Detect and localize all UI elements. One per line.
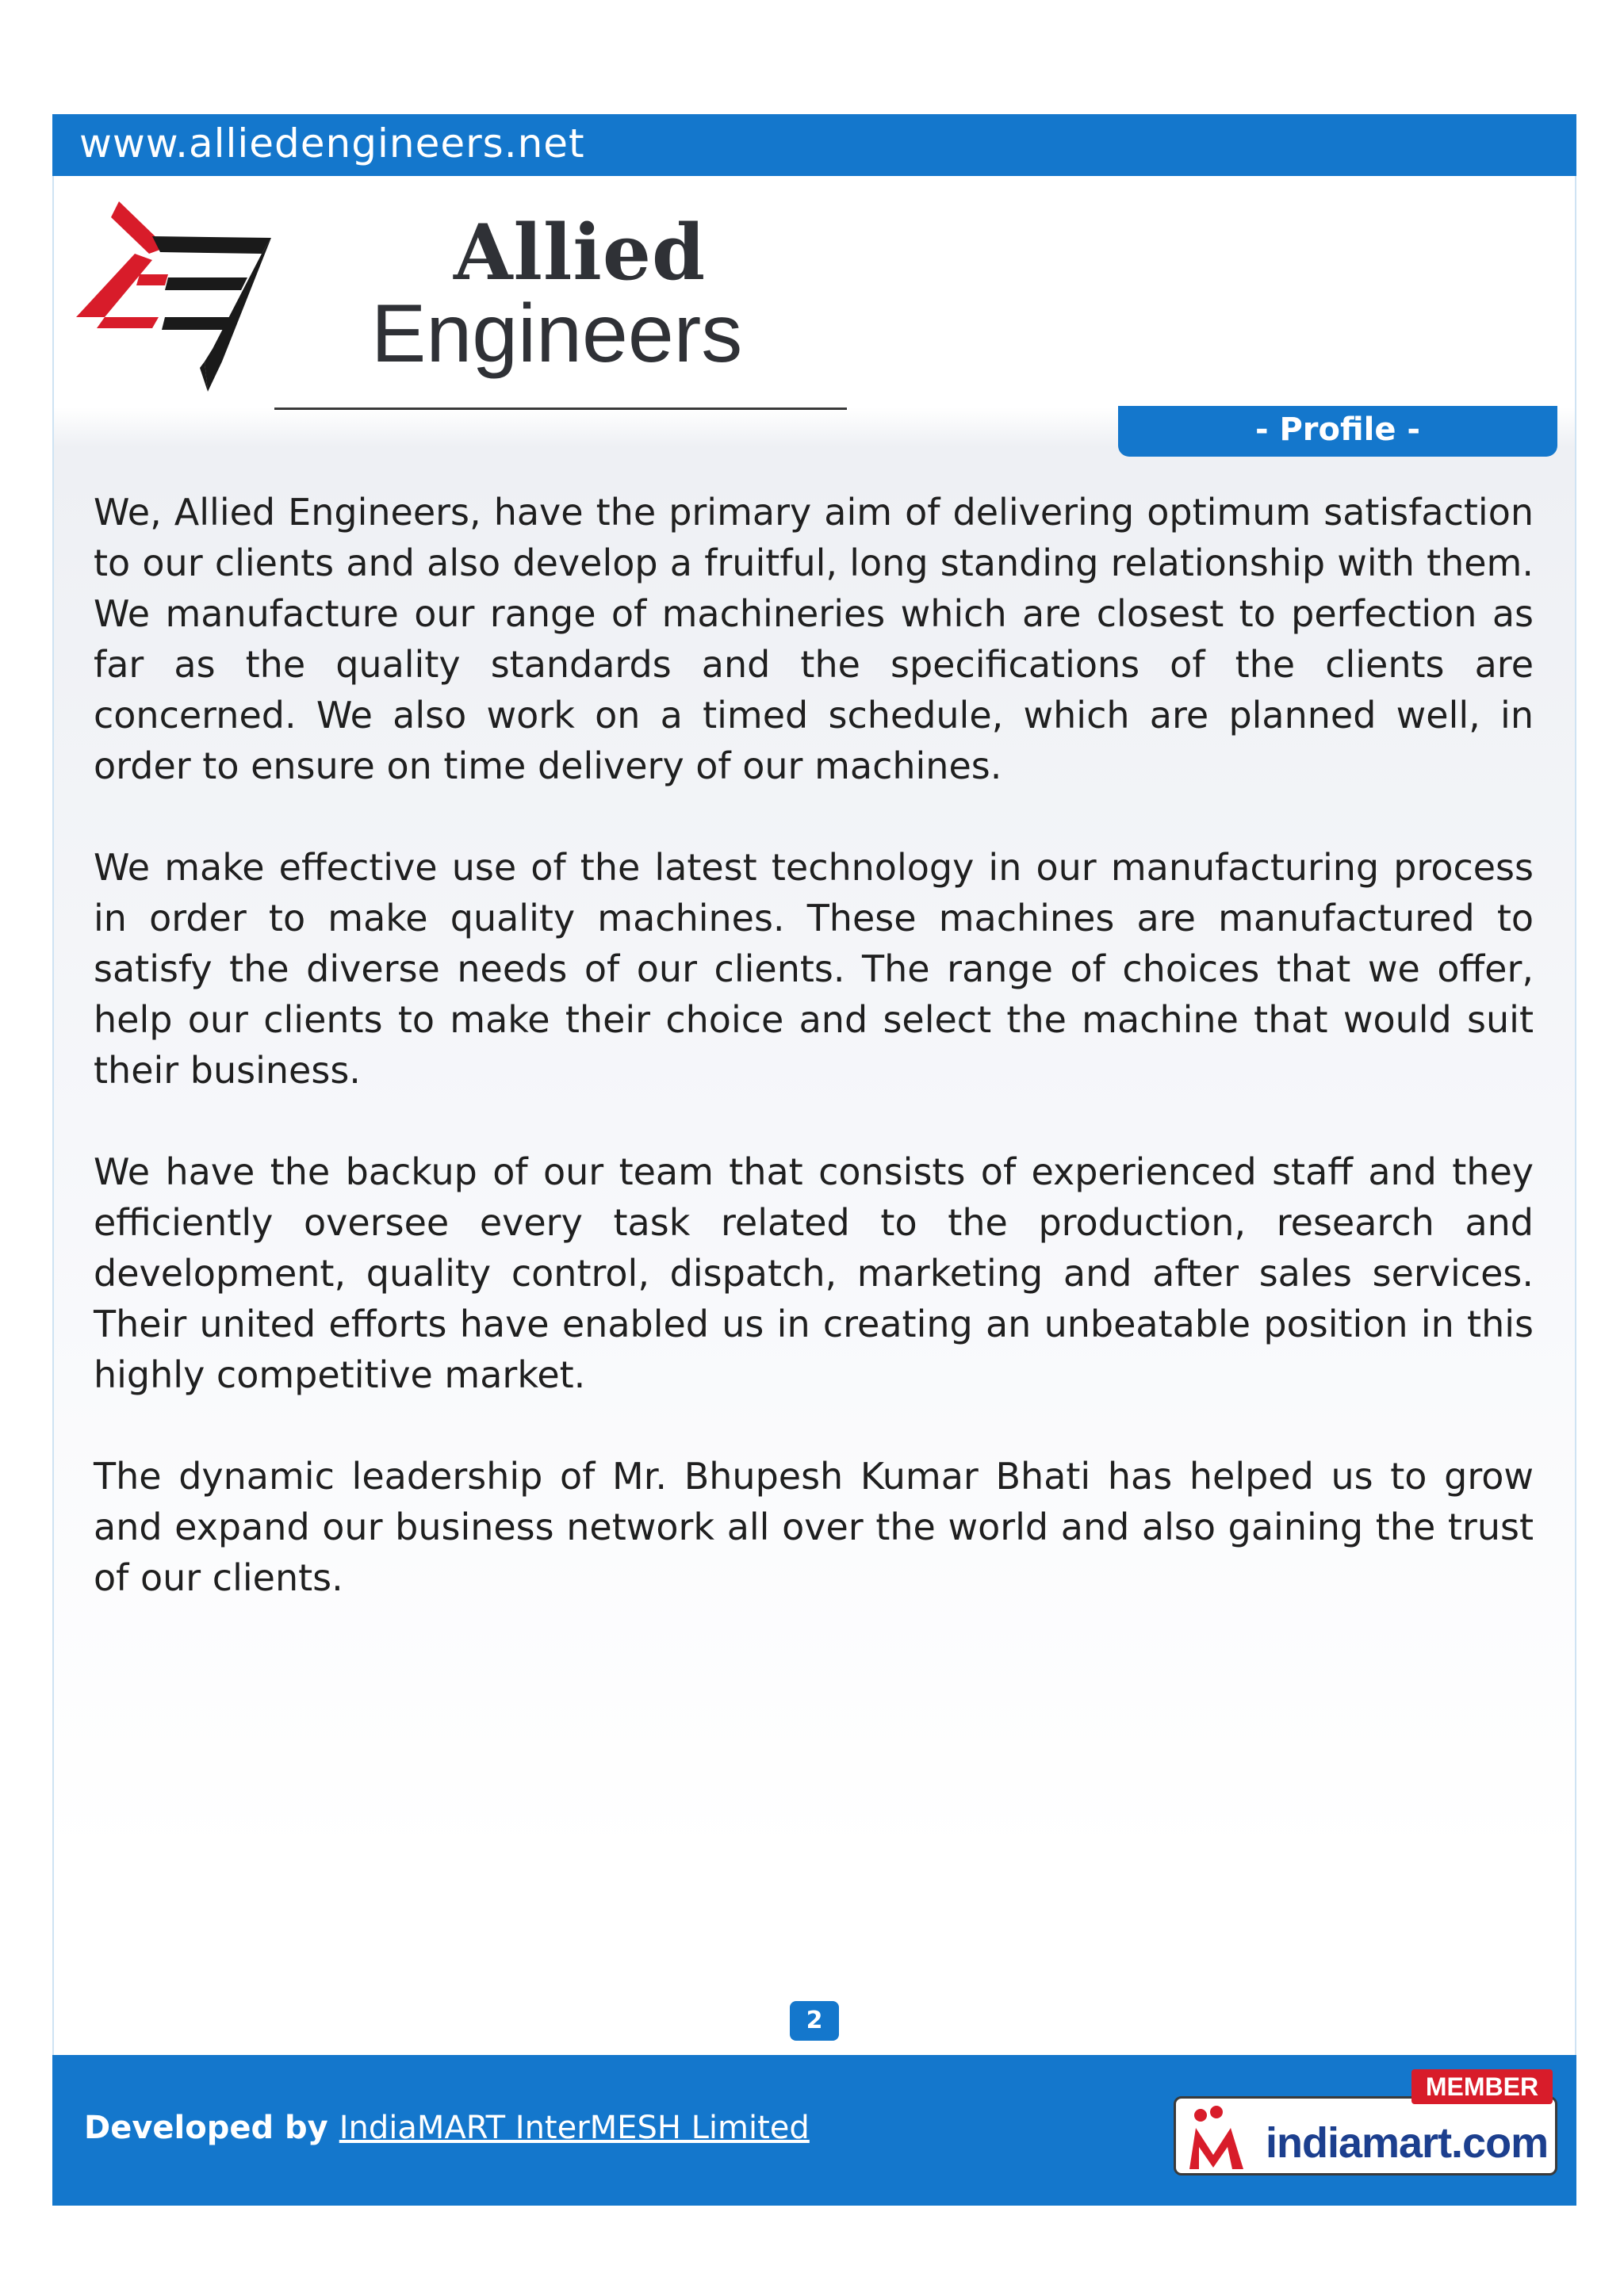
paragraph-2: We make effective use of the latest technology in our manufacturing process in order to make quality machines. These machines are manufactured to satisfy the diverse needs of our clients. The range of choices that we offer, help our clients to make their choice and select the machine that would suit their business.	[94, 846, 1534, 1092]
logo-divider	[274, 408, 847, 410]
member-label: MEMBER	[1411, 2069, 1553, 2104]
developer-link[interactable]: IndiaMART InterMESH Limited	[339, 2110, 810, 2146]
footer-credit	[84, 2104, 810, 2152]
developed-by-label: Developed by	[84, 2110, 328, 2146]
allied-engineers-logo-icon	[73, 198, 279, 396]
profile-body	[94, 487, 1534, 1654]
indiamart-member-badge[interactable]	[1174, 2069, 1557, 2175]
paragraph-1: We, Allied Engineers, have the primary aim of delivering optimum satisfaction to our clients and also develop a fruitful, long standing relationship with them. We manufacture our range of machineries which are closest to perfection as far as the quality standards and the specifications of the clients are concerned. We also work on a timed schedule, which are planned well, in order to ensure on time delivery of our machines.	[94, 491, 1534, 787]
indiamart-m-logo-icon	[1182, 2106, 1261, 2174]
header-area	[54, 176, 1575, 406]
indiamart-wordmark: indiamart.com	[1266, 2119, 1549, 2167]
section-tab-profile: - Profile -	[1118, 406, 1557, 457]
paragraph-4: The dynamic leadership of Mr. Bhupesh Kumar Bhati has helped us to grow and expand our business network all over the world and also gaining the trust of our clients.	[94, 1455, 1534, 1599]
logo-wordmark-engineers: Engineers	[371, 288, 743, 380]
paragraph-3: We have the backup of our team that consists of experienced staff and they efficiently oversee every task related to the production, research and development, quality control, dispatch, marketing and after sales services. Their united efforts have enabled us in creating an unbeatable position in this highly competitive market.	[94, 1150, 1534, 1396]
page-number-badge: 2	[790, 2001, 839, 2041]
site-url[interactable]: www.alliedengineers.net	[79, 121, 585, 166]
logo-wordmark-allied: Allied	[454, 208, 707, 297]
